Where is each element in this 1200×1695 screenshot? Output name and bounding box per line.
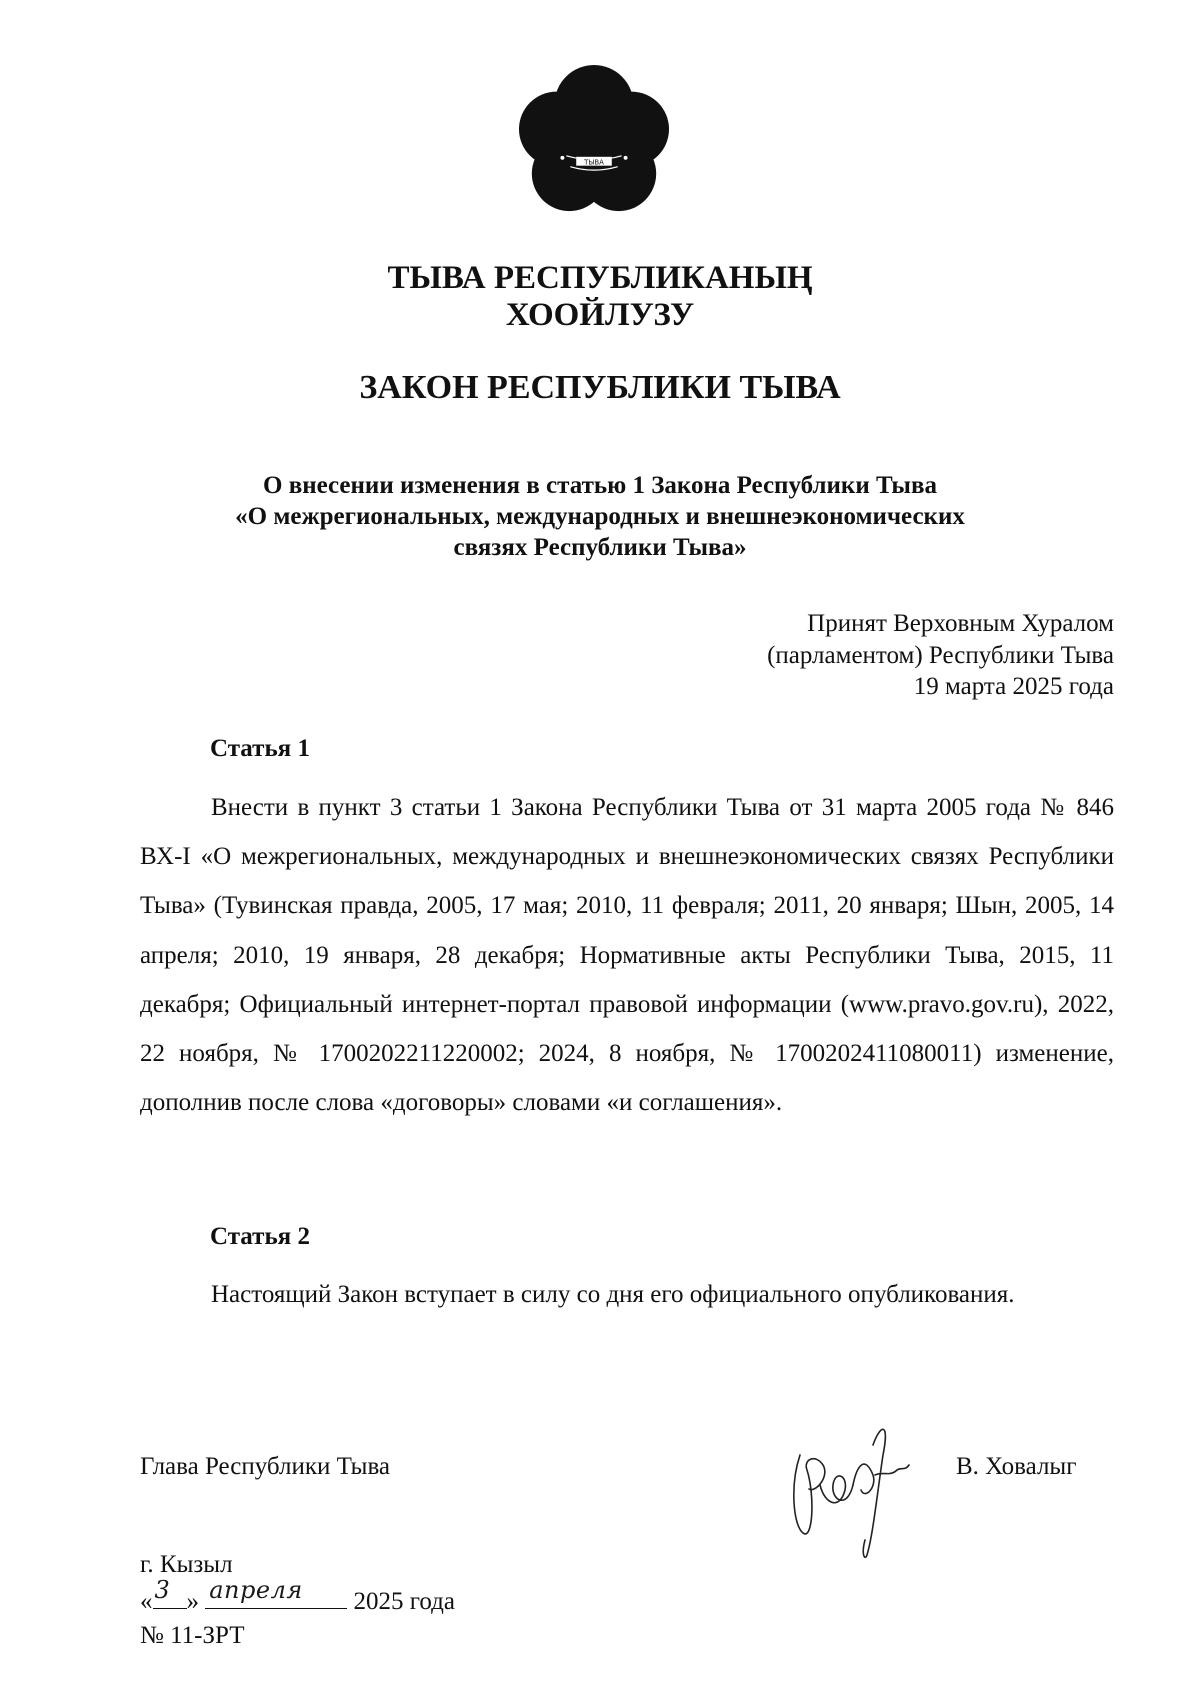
- article1-text: Внести в пункт 3 статьи 1 Закона Республики Тыва от 31 марта 2005 года № 846 ВХ-I «О межрегиональных, международных и внешнеэкономических связях Республики Тыва» (Тувинская правда, 2005, 17 мая; 2010, 11 февраля; 2011, 20 января; Шын, 2005, 14 апреля; 2010, 19 января, 28 декабря; Нормативные акты Республики Тыва, 2015, 11 декабря; Официальный интернет-портал правовой информации (www.pravo.gov.ru), 2022, 22 ноября, № 1700202211220002; 2024, 8 ноября, № 1700202411080011) изменение, дополнив после слова «договоры» словами «и соглашения».: [140, 794, 1114, 1117]
- date-year: 2025 года: [353, 1588, 455, 1615]
- date-month-handwritten: апреля: [209, 1576, 303, 1604]
- accepted-block: [767, 608, 1114, 703]
- document-title: [0, 470, 1200, 563]
- document-title-line2: «О межрегиональных, международных и внешнеэкономических: [235, 503, 965, 530]
- article2-heading: Статья 2: [210, 1223, 310, 1250]
- place-date-block: [140, 1548, 455, 1653]
- handwritten-signature: [785, 1415, 915, 1565]
- signing-date: [140, 1576, 455, 1619]
- city: г. Кызыл: [140, 1551, 233, 1578]
- accepted-line2: (парламентом) Республики Тыва: [767, 641, 1114, 669]
- date-day-handwritten: 3: [154, 1576, 170, 1604]
- document-title-line1: О внесении изменения в статью 1 Закона Республики Тыва: [263, 472, 937, 499]
- article1-heading: Статья 1: [210, 735, 310, 762]
- accepted-date: 19 марта 2025 года: [913, 673, 1114, 700]
- org-name-line1: ТЫВА РЕСПУБЛИКАНЫҢ: [387, 260, 813, 296]
- law-title: ЗАКОН РЕСПУБЛИКИ ТЫВА: [359, 369, 841, 406]
- date-day-blank: [153, 1576, 187, 1609]
- org-name: [0, 260, 1200, 334]
- article2-text: Настоящий Закон вступает в силу со дня его официального опубликования.: [211, 1281, 1015, 1308]
- emblem-text: ТЫВА: [584, 158, 604, 167]
- date-month-blank: [205, 1576, 347, 1609]
- tuva-emblem-icon: [515, 65, 673, 218]
- signatory-position: Глава Республики Тыва: [140, 1453, 391, 1480]
- signatory-name: В. Ховалыг: [956, 1453, 1077, 1480]
- org-name-line2: ХООЙЛУЗУ: [505, 297, 695, 333]
- accepted-line1: Принят Верховным Хуралом: [807, 610, 1114, 637]
- law-number: № 11-ЗРТ: [140, 1622, 245, 1649]
- document-title-line3: связях Республики Тыва»: [453, 534, 747, 561]
- date-quote-open: «: [140, 1588, 153, 1615]
- date-quote-close: »: [186, 1588, 199, 1615]
